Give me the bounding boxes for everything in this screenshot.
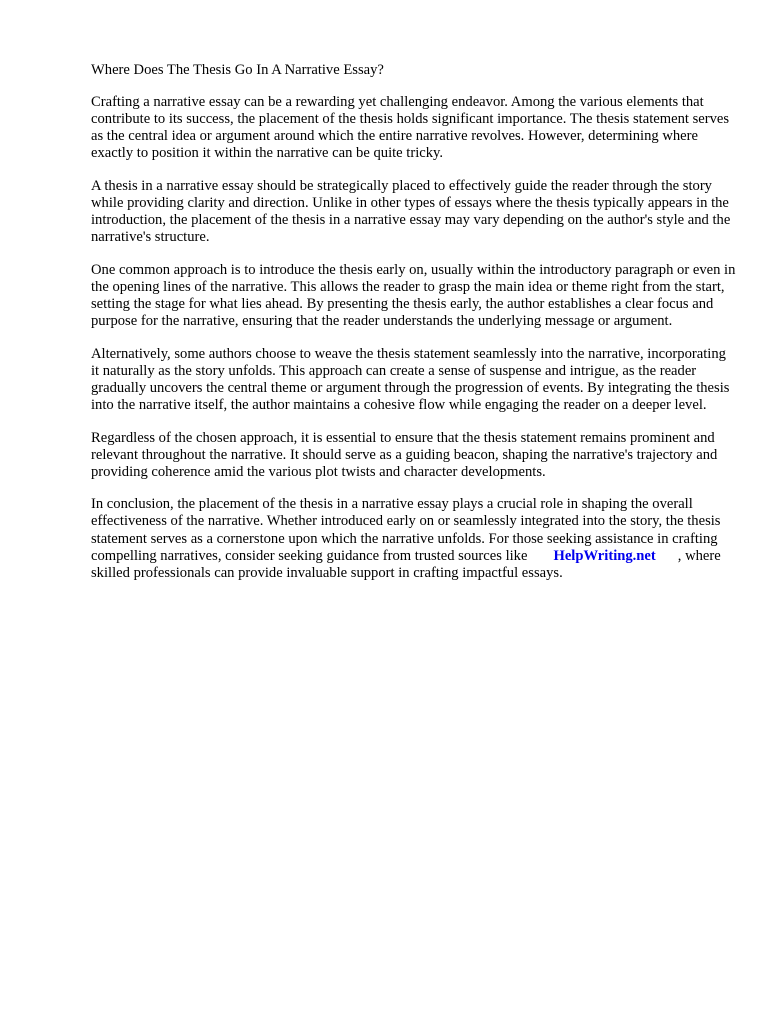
paragraph-intro: Crafting a narrative essay can be a rewarding yet challenging endeavor. Among the various elements that contribute to its success, the placement of the thesis holds significant importance. The thesis statement serves as the central idea or argument around which the entire narrative revolves. However, determining where exactly to position it within the narrative can be quite tricky. [91, 94, 730, 162]
paragraph-early-approach: One common approach is to introduce the thesis early on, usually within the introductory paragraph or even in the opening lines of the narrative. This allows the reader to grasp the main idea or theme right from the start, setting the stage for what lies ahead. By presenting the thesis early, the author establishes a clear focus and purpose for the narrative, ensuring that the reader understands the underlying message or argument. [91, 261, 736, 330]
conclusion-text-after-link: , where skilled professionals can provide invaluable support in crafting impactful essays. [91, 547, 721, 581]
paragraph-prominence: Regardless of the chosen approach, it is essential to ensure that the thesis statement remains prominent and relevant throughout the narrative. It should serve as a guiding beacon, shaping the narrative's trajectory and providing coherence amid the various plot twists and character developments. [91, 429, 718, 480]
conclusion-text-before-link: In conclusion, the placement of the thesis in a narrative essay plays a crucial role in shaping the overall effectiveness of the narrative. Whether introduced early on or seamlessly integrated into the story, the thesis statement serves as a cornerstone upon which the narrative unfolds. For those seeking assistance in crafting compelling narratives, consider seeking guidance from trusted sources like [91, 496, 721, 564]
paragraph-conclusion [91, 496, 736, 581]
paragraph-placement: A thesis in a narrative essay should be strategically placed to effectively guide the reader through the story while providing clarity and direction. Unlike in other types of essays where the thesis typically appears in the introduction, the placement of the thesis in a narrative essay may vary depending on the author's style and the narrative's structure. [91, 177, 731, 246]
paragraph-woven-approach: Alternatively, some authors choose to weave the thesis statement seamlessly into the narrative, incorporating it naturally as the story unfolds. This approach can create a sense of suspense and intrigue, as the reader gradually uncovers the central theme or argument through the progression of events. By integrating the thesis into the narrative itself, the author maintains a cohesive flow while engaging the reader on a deeper level. [91, 345, 730, 413]
helpwriting-link[interactable]: HelpWriting.net [553, 547, 656, 564]
document-title: Where Does The Thesis Go In A Narrative Essay? [91, 62, 384, 78]
document-page [91, 62, 736, 597]
